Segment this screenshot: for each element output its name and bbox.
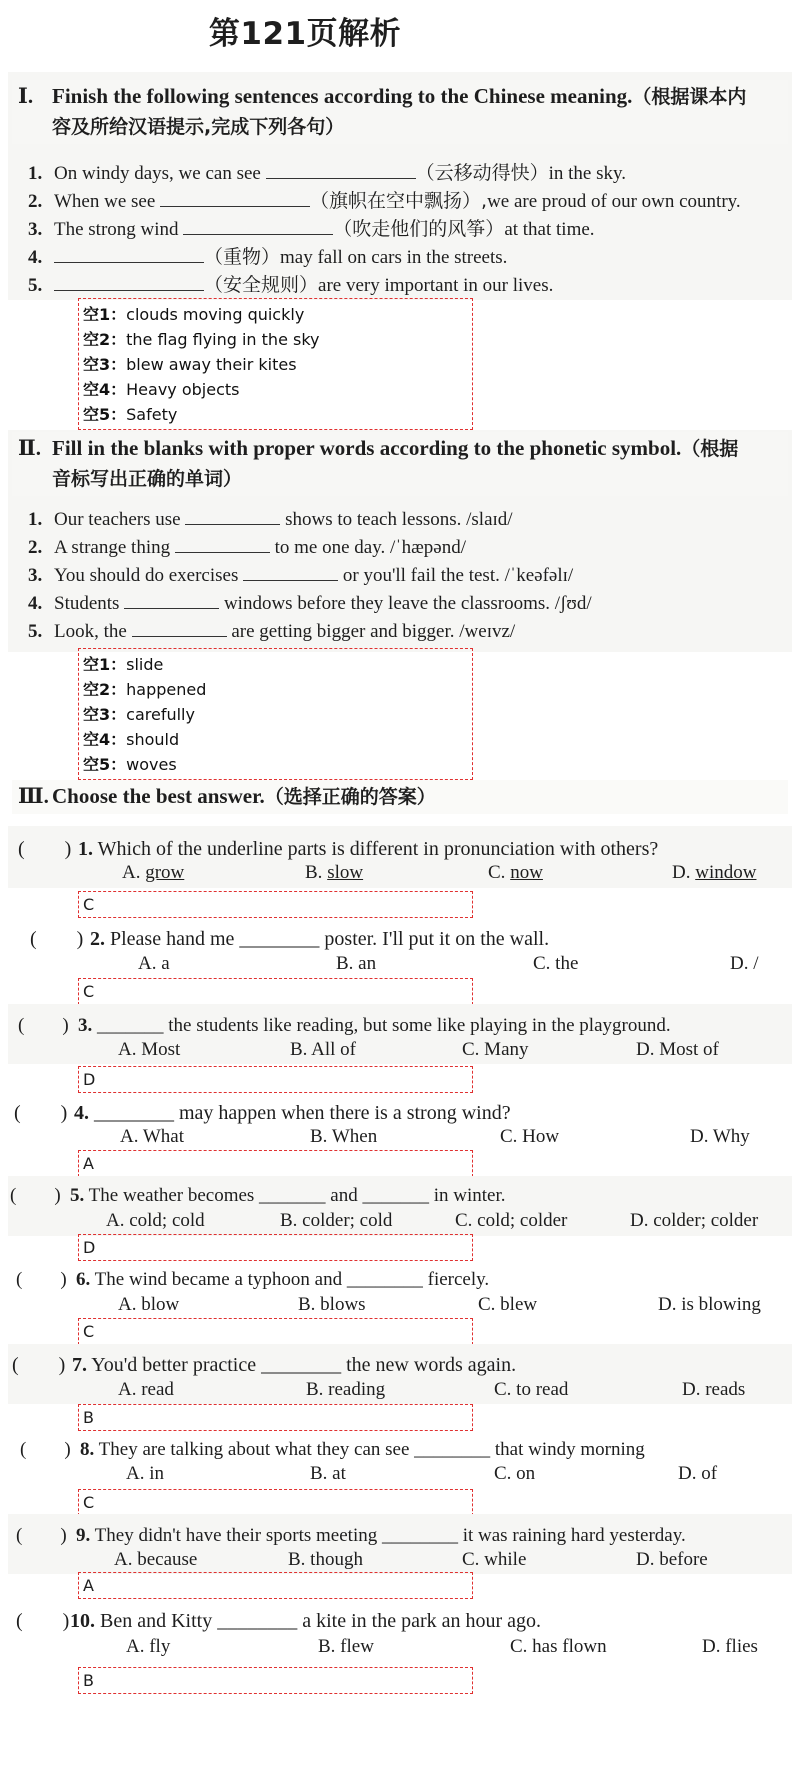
q7-option-c: C. to read [494,1379,569,1400]
q10-option-a: A. fly [126,1636,171,1657]
q6-option-a: A. blow [118,1294,180,1315]
question-8: ( ) 8. They are talking about what they can see ________ that windy morning [20,1439,645,1460]
s2-line-4: 4. Students windows before they leave the classrooms. /ʃʊd/ [28,593,592,614]
section-1-heading-cn1: （根据课本内 [632,86,747,108]
s2-line-3: 3. You should do exercises or you'll fail the test. /ˈkeəfəlɪ/ [28,565,574,586]
s2-line-5: 5. Look, the are getting bigger and bigger. /weɪvz/ [28,621,516,642]
s1-line-3: 3. The strong wind （吹走他们的风筝）at that time. [28,218,595,240]
q3-option-c: C. Many [462,1039,529,1060]
answer-item: 空1：clouds moving quickly [83,305,305,324]
q6-option-d: D. is blowing [658,1294,761,1315]
q5-option-c: C. cold; colder [455,1210,568,1231]
section-3-heading-cn: （选择正确的答案） [264,786,436,808]
question-4: ( ) 4. ________ may happen when there is a strong wind? [14,1102,511,1124]
q3-answer-box: D [78,1066,473,1093]
q10-option-c: C. has flown [510,1636,607,1657]
s1-line-1: 1. On windy days, we can see （云移动得快）in the sky. [28,162,627,184]
q9-option-d: D. before [636,1549,708,1570]
section-1-number: Ⅰ. [18,84,34,108]
section-3-heading-en: Choose the best answer. [52,784,265,808]
q10-answer-box: B [78,1667,473,1694]
q8-option-b: B. at [310,1463,346,1484]
question-10: ( )10. Ben and Kitty ________ a kite in the park an hour ago. [16,1610,542,1632]
question-1: ( ) 1. Which of the underline parts is different in pronunciation with others? [18,838,659,860]
q5-option-a: A. cold; cold [106,1210,205,1231]
section-1-heading [12,80,788,144]
q4-option-a: A. What [120,1126,185,1147]
q9-option-b: B. though [288,1549,363,1570]
answer-item: 空2：the flag flying in the sky [83,330,320,349]
answer-item: 空5：woves [83,755,177,774]
q1-option-b: B. slow [305,862,364,883]
q4-answer-box: A [78,1150,473,1177]
q2-option-c: C. the [533,953,579,974]
question-5: ( ) 5. The weather becomes _______ and _______ in winter. [10,1185,506,1206]
q7-option-d: D. reads [682,1379,746,1400]
s2-line-2: 2. A strange thing to me one day. /ˈhæpənd/ [28,537,466,558]
section-2-heading-en: Fill in the blanks with proper words according to the phonetic symbol. [52,436,682,460]
q4-option-c: C. How [500,1126,560,1147]
q9-answer-box: A [78,1572,473,1599]
s1-line-2: 2. When we see （旗帜在空中飘扬）,we are proud of our own country. [28,190,741,212]
answer-item: 空5：Safety [83,405,178,424]
section-1-answer-box [78,298,473,430]
section-2-number: Ⅱ. [18,436,41,460]
q3-option-d: D. Most of [636,1039,719,1060]
q8-option-c: C. on [494,1463,536,1484]
answer-item: 空2：happened [83,680,207,699]
q6-answer-box: C [78,1318,473,1345]
section-3-heading [12,780,788,814]
q2-option-b: B. an [336,953,377,974]
q2-option-d: D. / [730,953,759,974]
question-3: ( ) 3. _______ the students like reading, but some like playing in the playground. [18,1015,671,1036]
question-2: ( ) 2. Please hand me ________ poster. I'll put it on the wall. [30,928,550,950]
q7-option-b: B. reading [306,1379,386,1400]
answer-item: 空3：carefully [83,705,195,724]
question-7: ( ) 7. You'd better practice ________ the new words again. [12,1354,517,1376]
q6-option-b: B. blows [298,1294,366,1315]
section-2-heading-cn2: 音标写出正确的单词） [52,468,243,490]
q2-answer-box: C [78,978,473,1005]
answer-item: 空1：slide [83,655,164,674]
q4-option-b: B. When [310,1126,378,1147]
q2-option-a: A. a [138,953,170,974]
answer-item: 空4：should [83,730,180,749]
s1-line-4: 4. （重物）may fall on cars in the streets. [28,246,508,268]
section-2-heading [12,432,788,496]
q10-option-d: D. flies [702,1636,758,1657]
question-9: ( ) 9. They didn't have their sports meeting ________ it was raining hard yesterday. [16,1525,686,1546]
s1-line-5: 5. （安全规则）are very important in our lives. [28,274,554,296]
section-1-heading-cn2: 容及所给汉语提示,完成下列各句） [52,116,345,138]
q7-answer-box: B [78,1404,473,1431]
q8-option-d: D. of [678,1463,718,1484]
answer-item: 空4：Heavy objects [83,380,240,399]
q4-option-d: D. Why [690,1126,750,1147]
q8-option-a: A. in [126,1463,164,1484]
q7-option-a: A. read [118,1379,174,1400]
q3-option-b: B. All of [290,1039,356,1060]
q6-option-c: C. blew [478,1294,538,1315]
q9-option-a: A. because [114,1549,198,1570]
q10-option-b: B. flew [318,1636,374,1657]
section-2-answer-box [78,648,473,780]
question-6: ( ) 6. The wind became a typhoon and ________ fiercely. [16,1269,490,1290]
page-title: 第121页解析 [208,16,402,52]
q5-answer-box: D [78,1234,473,1261]
section-3-number: Ⅲ. [18,784,49,808]
q8-answer-box: C [78,1489,473,1516]
s2-line-1: 1. Our teachers use shows to teach lessons. /slaɪd/ [28,509,513,530]
answer-item: 空3：blew away their kites [83,355,297,374]
section-2-heading-cn1: （根据 [681,438,739,460]
q5-option-d: D. colder; colder [630,1210,759,1231]
q1-answer-box: C [78,891,473,918]
q3-option-a: A. Most [118,1039,181,1060]
q1-option-c: C. now [488,862,543,883]
q1-option-d: D. window [672,862,757,883]
q5-option-b: B. colder; cold [280,1210,393,1231]
q1-option-a: A. grow [122,862,185,883]
q9-option-c: C. while [462,1549,527,1570]
section-1-heading-en: Finish the following sentences according to the Chinese meaning. [52,84,633,108]
